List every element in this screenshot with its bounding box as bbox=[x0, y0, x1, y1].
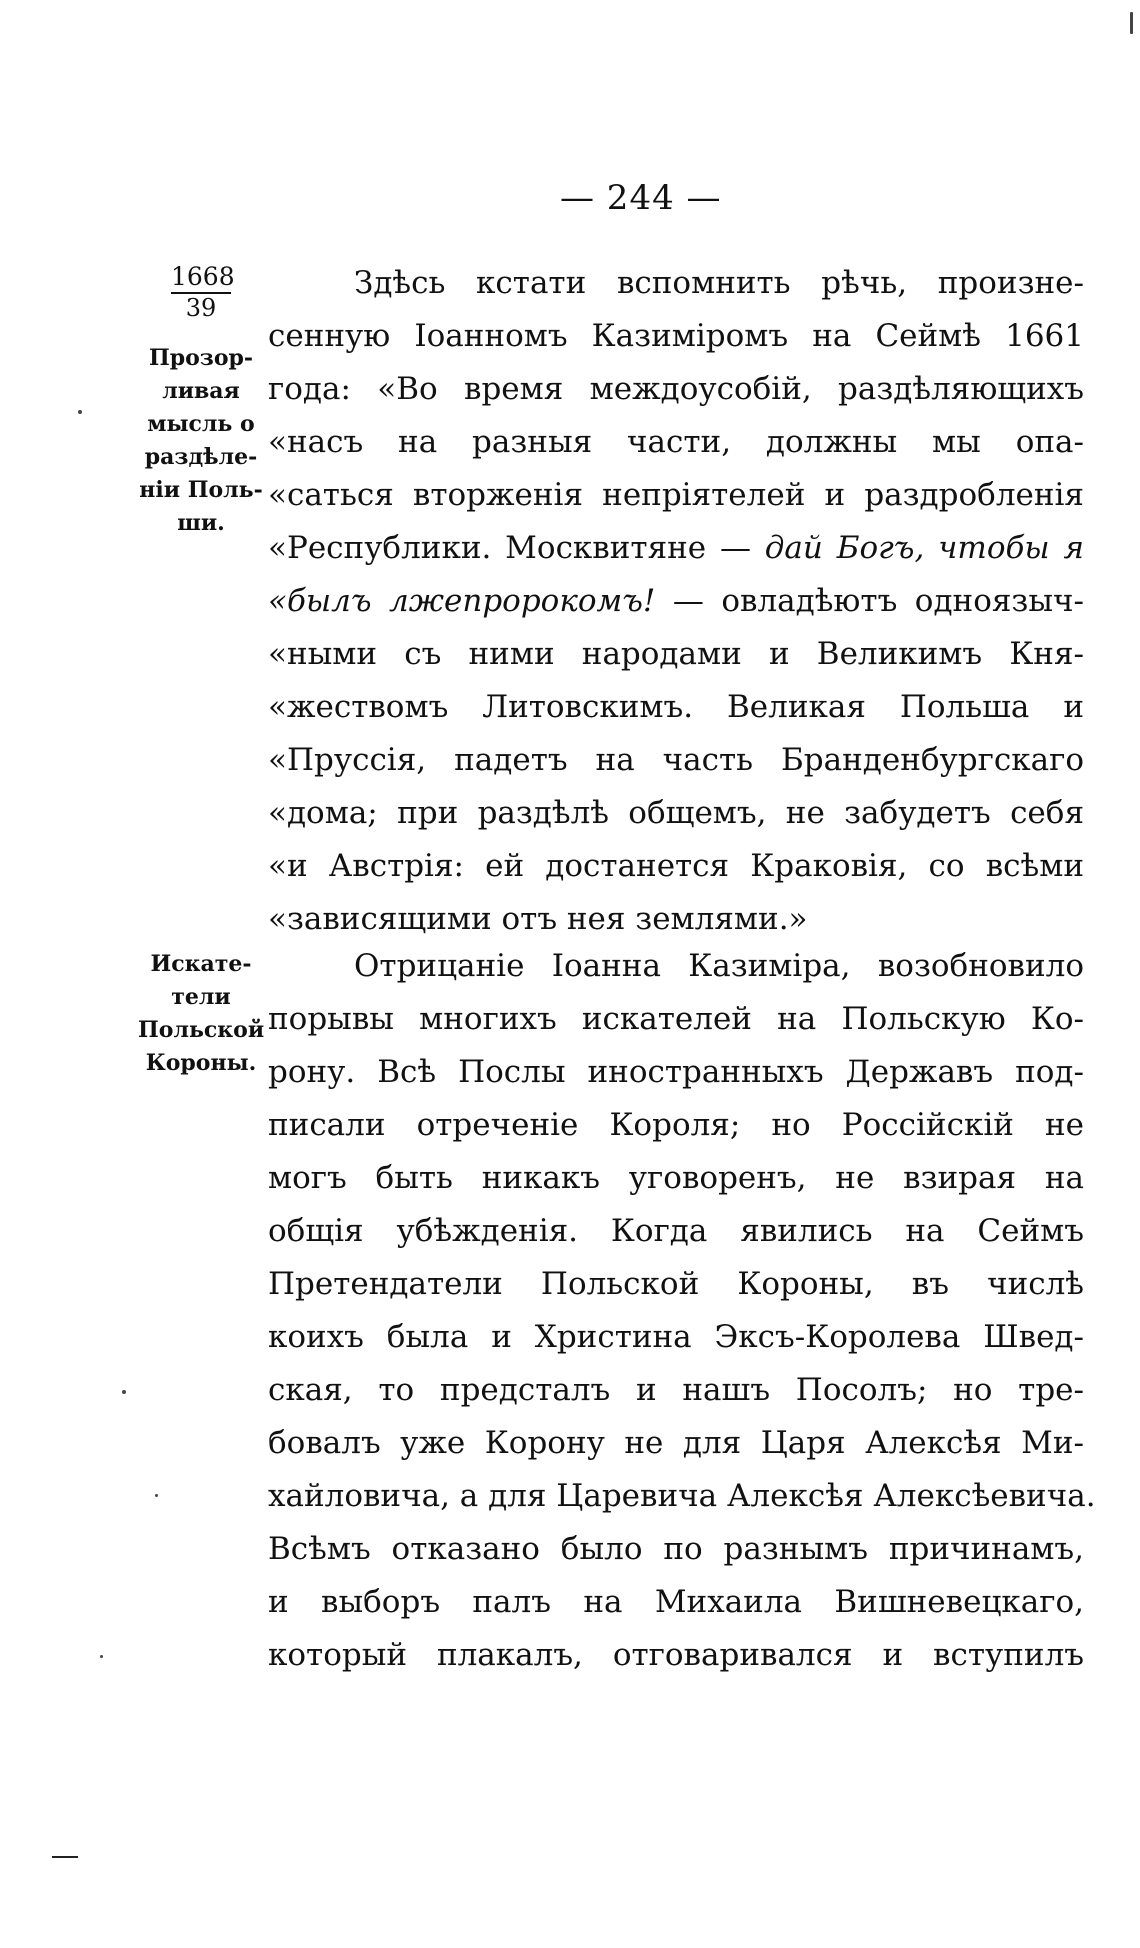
text-line: года: «Во время междоусобій, раздѣляющихъ bbox=[268, 371, 1084, 407]
text-line: «зависящими отъ нея землями.» bbox=[268, 901, 808, 937]
text-line: «Пруссія, падетъ на часть Бранденбургскаго bbox=[268, 742, 1084, 778]
print-speck bbox=[122, 1390, 126, 1394]
text-line: могъ быть никакъ уговоренъ, не взирая на bbox=[268, 1160, 1084, 1196]
margin-note-line: ши. bbox=[177, 510, 225, 536]
margin-year-sub: 39 bbox=[185, 294, 217, 322]
margin-note-line: мысль о bbox=[147, 411, 255, 437]
text-line: порывы многихъ искателей на Польскую Ко- bbox=[268, 1001, 1084, 1037]
text-line: хайловича, а для Царевича Алексѣя Алексѣевича. bbox=[268, 1478, 1096, 1514]
text-line: бовалъ уже Корону не для Царя Алексѣя Ми- bbox=[268, 1425, 1084, 1461]
text-line: «жествомъ Литовскимъ. Великая Польша и bbox=[268, 689, 1084, 725]
text-line: «былъ лжепророкомъ! — овладѣютъ одноязыч- bbox=[268, 583, 1084, 619]
text-line: «ными съ ними народами и Великимъ Кня- bbox=[268, 636, 1084, 672]
paragraph-speech bbox=[268, 257, 1084, 946]
italic-phrase: дай Богъ, чтобы я bbox=[764, 530, 1085, 566]
margin-note-years bbox=[138, 262, 264, 322]
text-line: ская, то предсталъ и нашъ Посолъ; но тре- bbox=[268, 1372, 1084, 1408]
print-dash-mark bbox=[52, 1856, 78, 1858]
print-speck bbox=[78, 410, 82, 414]
text-line: «дома; при раздѣлѣ общемъ, не забудетъ себя bbox=[268, 795, 1084, 831]
text-line: сенную Іоанномъ Казиміромъ на Сеймѣ 1661 bbox=[268, 318, 1084, 354]
text-line: Всѣмъ отказано было по разнымъ причинамъ, bbox=[268, 1531, 1084, 1567]
margin-year-main: 1668 bbox=[171, 262, 231, 294]
text-line: коихъ была и Христина Эксъ-Королева Швед- bbox=[268, 1319, 1084, 1355]
print-speck bbox=[100, 1655, 103, 1658]
text-line: и выборъ палъ на Михаила Вишневецкаго, bbox=[268, 1584, 1084, 1620]
margin-note-line: ніи Поль- bbox=[139, 477, 263, 503]
print-speck bbox=[155, 1494, 158, 1497]
text-line: Претендатели Польской Короны, въ числѣ bbox=[268, 1266, 1084, 1302]
margin-note-prophetic-thought bbox=[138, 342, 264, 540]
text-line: рону. Всѣ Послы иностранныхъ Державъ под- bbox=[268, 1054, 1084, 1090]
margin-note-crown-seekers bbox=[138, 948, 264, 1080]
margin-note-line: Искате- bbox=[150, 951, 252, 977]
margin-note-line: Польской bbox=[138, 1017, 265, 1043]
text-line: «насъ на разныя части, должны мы опа- bbox=[268, 424, 1084, 460]
text-line: который плакалъ, отговаривался и вступилъ bbox=[268, 1637, 1084, 1673]
page-number: — 244 — bbox=[560, 178, 722, 218]
margin-note-line: тели bbox=[171, 984, 231, 1010]
text-line: «Республики. Москвитяне — дай Богъ, чтобы я bbox=[268, 530, 1085, 566]
text-line: «и Австрія: ей достанется Краковія, со всѣми bbox=[268, 848, 1084, 884]
paragraph-abdication bbox=[268, 940, 1096, 1682]
margin-note-line: раздѣле- bbox=[144, 444, 258, 470]
margin-note-line: Прозор- bbox=[148, 345, 254, 371]
text-line: писали отреченіе Короля; но Россійскій не bbox=[268, 1107, 1084, 1143]
text-line: «саться вторженія непріятелей и раздробленія bbox=[268, 477, 1084, 513]
print-speck bbox=[1130, 12, 1133, 34]
text-line: общія убѣжденія. Когда явились на Сеймъ bbox=[268, 1213, 1084, 1249]
text-line: Отрицаніе Іоанна Казиміра, возобновило bbox=[354, 948, 1084, 984]
margin-note-line: ливая bbox=[162, 378, 240, 404]
text-line: Здѣсь кстати вспомнить рѣчь, произне- bbox=[354, 265, 1084, 301]
italic-phrase: «былъ лжепророкомъ! bbox=[268, 583, 656, 619]
margin-note-line: Короны. bbox=[145, 1050, 257, 1076]
